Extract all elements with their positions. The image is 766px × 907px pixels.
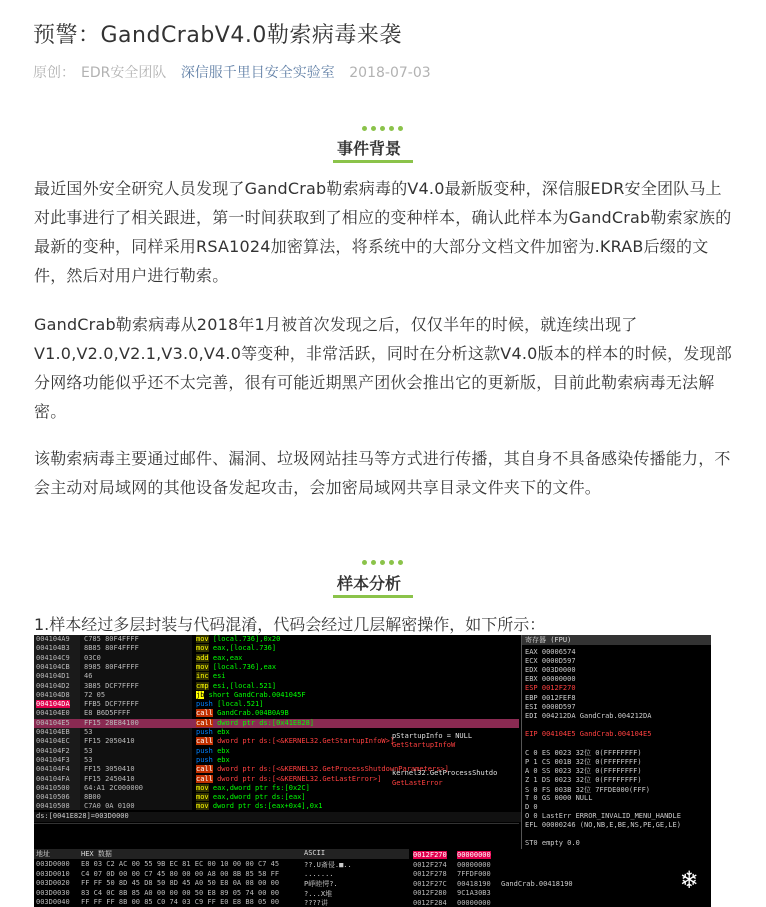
disasm-instruction: push ebx xyxy=(196,746,230,755)
register-line: D 0 xyxy=(525,802,538,811)
dump-cell: 003D0020 xyxy=(36,879,70,887)
disasm-address: 004104D2 xyxy=(36,681,70,690)
stack-cell: 0012F274 xyxy=(413,860,447,869)
info-pane xyxy=(34,823,519,849)
stack-cell: GandCrab.00418190 xyxy=(501,879,573,888)
disasm-instruction: inc esi xyxy=(196,672,226,681)
registers-header: 寄存器 (FPU) xyxy=(522,635,711,645)
disasm-instruction: push ebx xyxy=(196,728,230,736)
disasm-address: 00410506 xyxy=(36,793,70,802)
stack-cell: 00000000 xyxy=(457,898,491,907)
disasm-address: 004104F4 xyxy=(36,765,70,774)
disasm-address: 004104C9 xyxy=(36,653,70,662)
disasm-instruction: mov eax,dword ptr fs:[0x2C] xyxy=(196,783,310,792)
disasm-bytes: FF15 2450410 xyxy=(84,774,135,783)
disasm-line[interactable] xyxy=(34,644,519,653)
disasm-address: 004104E0 xyxy=(36,709,70,718)
register-line: Z 1 DS 0023 32位 0(FFFFFFFF) xyxy=(525,776,642,785)
register-line: EFL 00000246 (NO,NB,E,BE,NS,PE,GE,LE) xyxy=(525,820,681,829)
disasm-address: 004104EC xyxy=(36,737,70,746)
disasm-line[interactable] xyxy=(34,654,519,663)
disasm-instruction: push ebx xyxy=(196,755,230,764)
section-underline xyxy=(333,595,413,598)
register-line: P 1 CS 001B 32位 0(FFFFFFFF) xyxy=(525,758,642,767)
dump-col-ascii: ASCII xyxy=(304,849,326,857)
disasm-line[interactable] xyxy=(34,793,519,802)
disasm-instruction: jb short GandCrab.0041045F xyxy=(196,690,306,699)
registers-pane xyxy=(521,635,711,850)
disasm-bytes: 8985 80F4FFFF xyxy=(84,662,139,671)
disasm-instruction: call GandCrab.004B0A9B xyxy=(196,709,289,718)
disasm-bytes: 8B85 80F4FFFF xyxy=(84,644,139,653)
section-dots xyxy=(362,126,403,131)
section-title-analysis: 样本分析 xyxy=(337,574,402,593)
dump-cell: 003D0000 xyxy=(36,860,70,868)
register-line: ST0 empty 0.0 xyxy=(525,839,580,848)
paragraph-1: 最近国外安全研究人员发现了GandCrab勒索病毒的V4.0最新版变种，深信服EDR安全团队马上对此事进行了相关跟进，第一时间获取到了相应的变种样本，确认此样本为GandCrab勒索家族的最新的变种，同样采用RSA1024加密算法，将系统中的大部分文档文件加密为.KRAB后缀的文件，然后对用户进行勒索。 xyxy=(34,179,732,285)
disasm-bytes: 53 xyxy=(84,728,93,736)
stack-pane xyxy=(411,849,711,907)
dump-pane xyxy=(34,849,409,907)
disasm-address: 004104DA xyxy=(36,700,70,709)
dump-col-hex: HEX 数据 xyxy=(81,850,112,858)
register-line: EIP 004104E5 GandCrab.004104E5 xyxy=(525,729,652,738)
disassembly-pane xyxy=(34,635,519,810)
disasm-address: 004104B3 xyxy=(36,644,70,653)
disasm-bytes: 72 05 xyxy=(84,690,106,699)
article-title: 预警：GandCrabV4.0勒索病毒来袭 xyxy=(33,23,402,48)
disasm-bytes: FF15 3050410 xyxy=(84,765,135,774)
comment-startup-label: pStartupInfo = NULL xyxy=(392,732,473,740)
disasm-address: 004104D8 xyxy=(36,690,70,699)
disasm-bytes: FFB5 DCF7FFFF xyxy=(84,700,139,709)
stack-cell: 00418190 xyxy=(457,879,491,888)
disasm-bytes: FF15 2050410 xyxy=(84,737,135,746)
dump-cell: E8 03 C2 AC 00 55 9B EC 81 EC 00 10 00 00 C7 45 xyxy=(81,860,280,868)
stack-cell: 0012F27C xyxy=(413,879,447,888)
disasm-bytes: 46 xyxy=(84,672,93,681)
disasm-address: 004104F3 xyxy=(36,755,70,764)
disasm-instruction: call dword ptr ds:[<&KERNEL32.GetStartupInfoW>] xyxy=(196,737,395,746)
dump-cell: ?...X堆 xyxy=(304,889,333,898)
disasm-address: 00410500 xyxy=(36,783,70,792)
disasm-instruction: mov [local.736],eax xyxy=(196,662,277,671)
disasm-bytes: 64:A1 2C000000 xyxy=(84,783,144,792)
disasm-line[interactable] xyxy=(34,784,519,793)
disasm-bytes: 8B00 xyxy=(84,793,101,802)
stack-cell: 7FFDF000 xyxy=(457,870,491,878)
dump-cell: P崢睦愕?. xyxy=(304,880,338,888)
disasm-line[interactable] xyxy=(34,756,519,765)
disasm-line[interactable] xyxy=(34,709,519,718)
disasm-instruction: add eax,eax xyxy=(196,653,243,662)
register-line: ECX 0000D597 xyxy=(525,657,576,666)
dump-cell: 003D0010 xyxy=(36,869,70,878)
author-team: EDR安全团队 xyxy=(81,65,167,81)
disasm-instruction: push [local.521] xyxy=(196,700,264,709)
original-label: 原创： xyxy=(33,65,75,81)
register-line: EDI 004212DA GandCrab.004212DA xyxy=(525,711,652,720)
disasm-bytes: C785 80F4FFFF xyxy=(84,635,139,643)
dump-cell: 003D0030 xyxy=(36,888,70,897)
disasm-address: 004104E5 xyxy=(36,718,70,727)
disasm-address: 00410508 xyxy=(36,802,70,811)
dump-cell: 003D0040 xyxy=(36,898,70,906)
disasm-bytes: 03C0 xyxy=(84,653,101,662)
disasm-bytes: 3B85 DCF7FFFF xyxy=(84,681,139,690)
status-line: ds:[0041E828]=003D0000 xyxy=(34,812,521,822)
stack-cell: 00000000 xyxy=(457,851,491,859)
dump-cell: ??.U斎侵.■.. xyxy=(304,861,352,869)
register-line: T 0 GS 0000 NULL xyxy=(525,793,593,802)
disasm-address: 004104D1 xyxy=(36,672,70,681)
account-link[interactable]: 深信服千里目安全实验室 xyxy=(180,65,335,81)
dump-cell: FF FF FF 8B 00 85 C0 74 03 C9 FF E0 E8 B8 05 00 xyxy=(81,898,280,906)
disasm-line[interactable] xyxy=(34,719,519,728)
disasm-address: 004104A9 xyxy=(36,635,70,643)
disasm-instruction: mov dword ptr ds:[eax+0x4],0x1 xyxy=(196,802,323,811)
disasm-line[interactable] xyxy=(34,700,519,709)
disasm-instruction: mov eax,dword ptr ds:[eax] xyxy=(196,793,306,802)
disasm-line[interactable] xyxy=(34,663,519,672)
disasm-line[interactable] xyxy=(34,802,519,811)
section-dots xyxy=(362,560,403,565)
dump-cell: C4 07 0D 00 00 C7 45 80 00 00 A8 00 8B 85 58 FF xyxy=(81,869,280,878)
register-line: ESI 0000D597 xyxy=(525,702,576,711)
disasm-address: 004104EB xyxy=(36,728,70,736)
register-line: A 0 SS 0023 32位 0(FFFFFFFF) xyxy=(525,767,642,776)
dump-cell: 83 C4 0C 8B 85 A0 00 00 00 50 E8 89 05 74 00 00 xyxy=(81,888,280,897)
register-line: C 0 ES 0023 32位 0(FFFFFFFF) xyxy=(525,749,642,758)
stack-cell: 0012F278 xyxy=(413,870,447,878)
disasm-bytes: C7A0 0A 0100 xyxy=(84,802,135,811)
disasm-address: 004104F2 xyxy=(36,746,70,755)
disasm-line[interactable] xyxy=(34,672,519,681)
disasm-bytes: 53 xyxy=(84,755,93,764)
disasm-instruction: call dword ptr ds:[<&KERNEL32.GetProcessShutdownParameters>] xyxy=(196,765,449,774)
register-line: EDX 003D0000 xyxy=(525,666,576,675)
article-meta xyxy=(33,62,431,82)
comment-lasterror: GetLastError xyxy=(392,779,443,787)
debugger-screenshot xyxy=(34,635,711,907)
disasm-instruction: mov [local.736],0x20 xyxy=(196,635,281,643)
disasm-line[interactable] xyxy=(34,635,519,644)
paragraph-2: GandCrab勒索病毒从2018年1月被首次发现之后，仅仅半年的时候，就连续出现了V1.0,V2.0,V2.1,V3.0,V4.0等变种，非常活跃，同时在分析这款V4.0版本的样本的时候，发现部分网络功能似乎还不太完善，很有可能近期黑产团伙会推出它的更新版，目前此勒索病毒无法解密。 xyxy=(34,315,732,421)
section-title-background: 事件背景 xyxy=(337,139,402,158)
disasm-address: 004104FA xyxy=(36,774,70,783)
disasm-bytes: 53 xyxy=(84,746,93,755)
register-line: O 0 LastErr ERROR_INVALID_MENU_HANDLE xyxy=(525,811,681,820)
step-1-text: 1.样本经过多层封装与代码混淆，代码会经过几层解密操作，如下所示： xyxy=(34,615,546,634)
register-line: S 0 FS 003B 32位 7FFDE000(FFF) xyxy=(525,785,651,794)
snowflake-icon: ❄ xyxy=(681,865,697,895)
register-line: EBP 0012FEF8 xyxy=(525,693,576,702)
dump-cell: FF FF 50 8D 45 D8 50 8D 45 A0 50 E8 0A 08 00 00 xyxy=(81,879,280,887)
register-line: ESP 0012F270 xyxy=(525,684,576,693)
disasm-instruction: call dword ptr ds:[<&KERNEL32.GetLastError>] xyxy=(196,774,382,783)
disasm-line[interactable] xyxy=(34,691,519,700)
stack-cell: 00000000 xyxy=(457,860,491,869)
disasm-instruction: mov eax,[local.736] xyxy=(196,644,277,653)
comment-startup-api: GetStartupInfoW xyxy=(392,741,456,749)
dump-cell: ????讲 xyxy=(304,899,328,907)
disasm-bytes: E8 B6D5FFFF xyxy=(84,709,131,718)
stack-cell: 0012F280 xyxy=(413,889,447,897)
disasm-address: 004104CB xyxy=(36,662,70,671)
stack-cell: 0012F270 xyxy=(413,851,447,859)
disasm-instruction: call dword ptr ds:[0x41E828] xyxy=(196,718,315,727)
disasm-bytes: FF15 28E84100 xyxy=(84,718,139,727)
stack-cell: 9C1A30B3 xyxy=(457,889,491,897)
paragraph-3: 该勒索病毒主要通过邮件、漏洞、垃圾网站挂马等方式进行传播，其自身不具备感染传播能力，不会主动对局域网的其他设备发起攻击，会加密局域网共享目录文件夹下的文件。 xyxy=(34,449,731,497)
register-line: EBX 00000000 xyxy=(525,675,576,684)
register-line: EAX 00006574 xyxy=(525,648,576,656)
dump-header xyxy=(34,849,409,859)
dump-col-address: 地址 xyxy=(36,850,50,858)
publish-date: 2018-07-03 xyxy=(349,65,431,81)
disasm-instruction: cmp esi,[local.521] xyxy=(196,681,277,690)
stack-cell: 0012F284 xyxy=(413,898,447,907)
section-underline xyxy=(333,160,413,163)
comment-shutdown: kernel32.GetProcessShutdo xyxy=(392,769,498,777)
disasm-line[interactable] xyxy=(34,682,519,691)
dump-cell: ....... xyxy=(304,869,334,878)
